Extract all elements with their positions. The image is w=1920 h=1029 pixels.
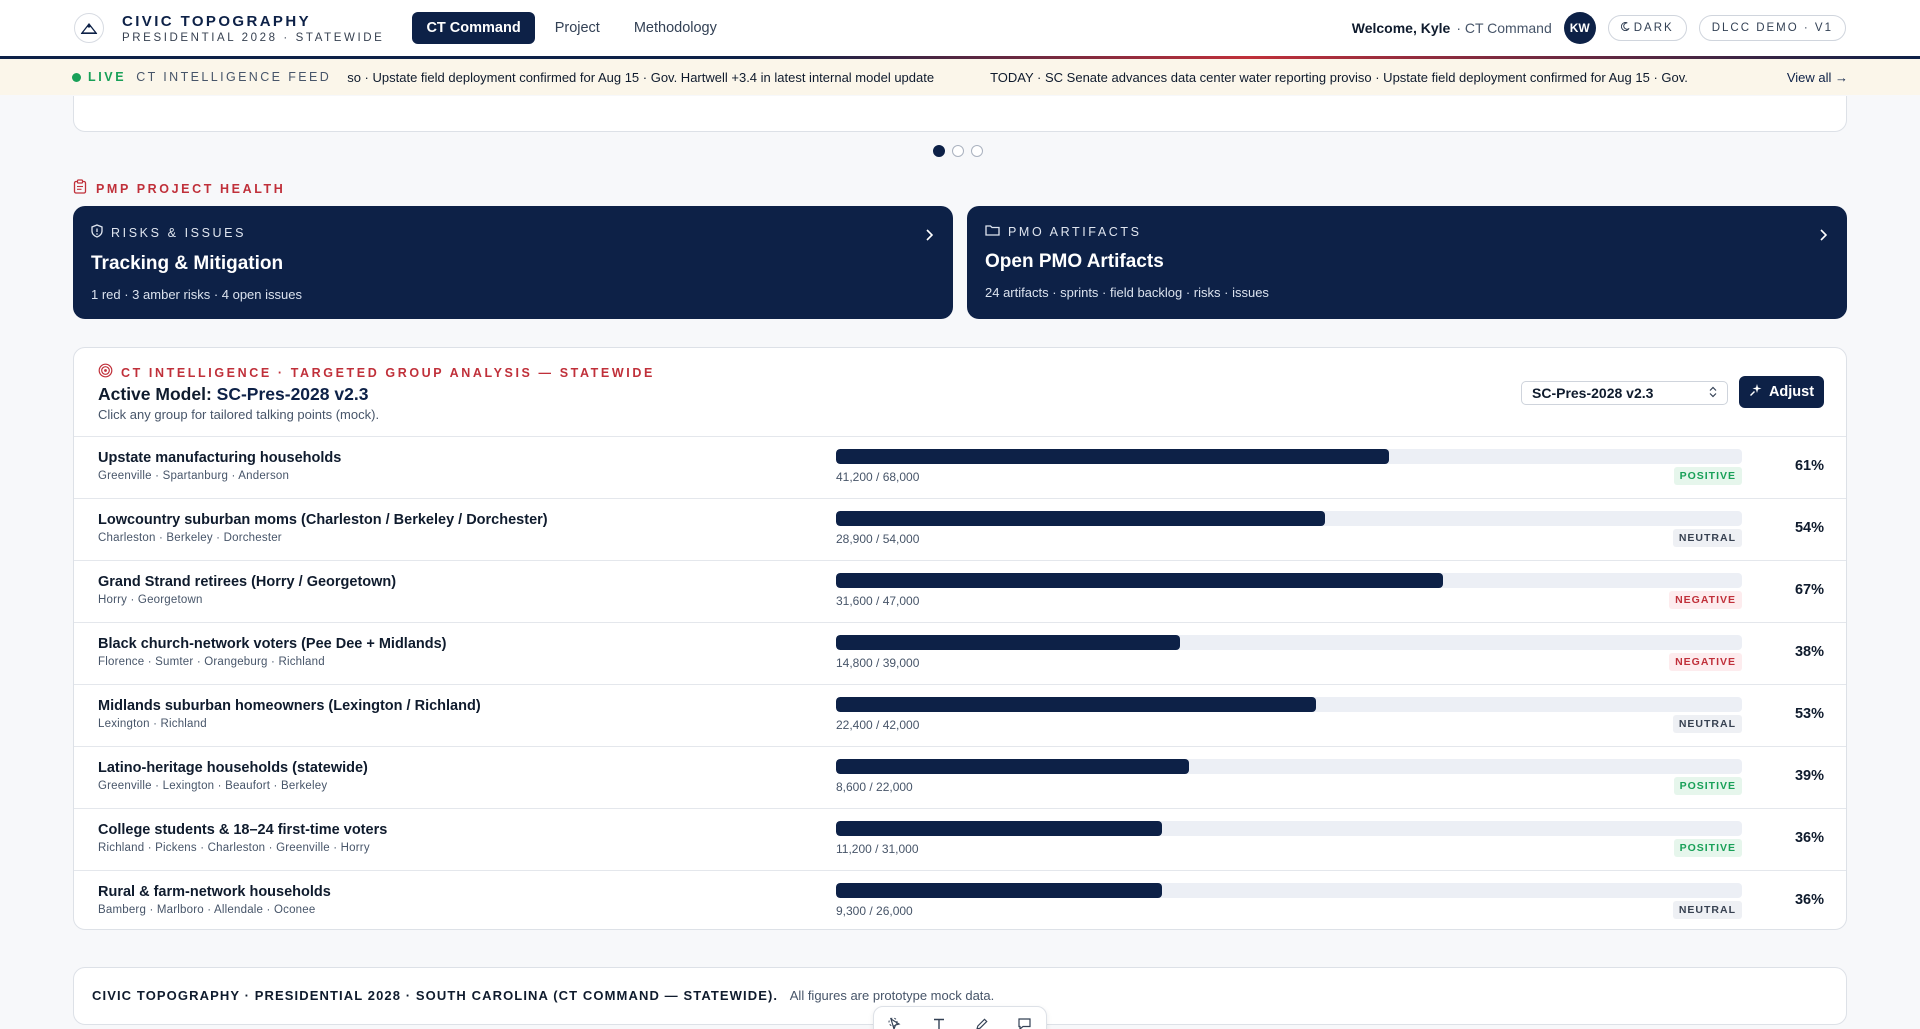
view-all-link[interactable]: View all → xyxy=(1786,69,1848,85)
footer-title: CIVIC TOPOGRAPHY · PRESIDENTIAL 2028 · SOUTH CAROLINA (CT COMMAND — STATEWIDE). xyxy=(92,988,779,1003)
progress-track xyxy=(836,883,1742,898)
group-name: Black church-network voters (Pee Dee + Midlands) xyxy=(98,636,447,652)
carousel-dot-3[interactable] xyxy=(971,145,983,157)
tab-ct-command[interactable]: CT Command xyxy=(412,12,534,44)
header-right xyxy=(1352,12,1846,44)
progress-track xyxy=(836,449,1742,464)
group-counties: Bamberg · Marlboro · Allendale · Oconee xyxy=(98,904,316,916)
group-name: Midlands suburban homeowners (Lexington / Richland) xyxy=(98,698,481,714)
group-row[interactable] xyxy=(74,436,1846,498)
footer-note: All figures are prototype mock data. xyxy=(789,988,995,1003)
group-ratio: 31,600 / 47,000 xyxy=(836,594,920,608)
group-percent: 36% xyxy=(1794,892,1824,908)
comment-icon[interactable] xyxy=(1014,1013,1036,1029)
group-counties: Lexington · Richland xyxy=(98,718,207,730)
seal-logo xyxy=(74,13,104,43)
sparkle-icon xyxy=(1749,383,1763,401)
adjust-button-label: Adjust xyxy=(1768,384,1815,400)
group-row[interactable] xyxy=(74,870,1846,932)
analysis-subtitle: Click any group for tailored talking points (mock). xyxy=(98,407,380,422)
group-row[interactable] xyxy=(74,808,1846,870)
group-ratio: 11,200 / 31,000 xyxy=(836,842,919,856)
card-title: Open PMO Artifacts xyxy=(985,251,1164,272)
group-percent: 53% xyxy=(1794,706,1824,722)
carousel-card xyxy=(73,96,1847,132)
avatar[interactable]: KW xyxy=(1564,12,1596,44)
progress-fill xyxy=(836,511,1325,526)
text-icon[interactable] xyxy=(928,1013,950,1029)
top-header xyxy=(0,0,1920,56)
pmp-section-heading xyxy=(73,179,285,199)
card-kicker xyxy=(985,224,1829,239)
main-nav xyxy=(412,12,730,44)
tab-methodology[interactable]: Methodology xyxy=(633,20,717,36)
progress-track xyxy=(836,635,1742,650)
risks-issues-card[interactable] xyxy=(73,206,953,319)
sentiment-badge: NEUTRAL xyxy=(1673,715,1742,733)
chevron-right-icon xyxy=(1819,228,1827,246)
env-badge: DLCC DEMO · V1 xyxy=(1699,15,1846,41)
sentiment-badge: POSITIVE xyxy=(1674,777,1742,795)
folder-icon xyxy=(985,224,1000,239)
group-ratio: 8,600 / 22,000 xyxy=(836,780,913,794)
analysis-kicker xyxy=(98,363,655,383)
pmo-artifacts-card[interactable] xyxy=(967,206,1847,319)
feed-item: TODAY · SC Senate advances data center water reporting proviso · Upstate field deployment confirmed for Aug 15 · Gov. xyxy=(990,69,1688,85)
progress-track xyxy=(836,697,1742,712)
group-row[interactable] xyxy=(74,684,1846,746)
brand-block xyxy=(122,13,384,44)
card-kicker-text: RISKS & ISSUES xyxy=(111,225,247,240)
card-kicker xyxy=(91,224,935,241)
moon-icon xyxy=(1621,22,1630,34)
group-name: Latino-heritage households (statewide) xyxy=(98,760,368,776)
group-percent: 67% xyxy=(1794,582,1824,598)
group-counties: Greenville · Lexington · Beaufort · Berkeley xyxy=(98,780,328,792)
group-ratio: 41,200 / 68,000 xyxy=(836,470,920,484)
group-percent: 36% xyxy=(1794,830,1824,846)
shield-icon xyxy=(91,224,103,241)
brand-title: CIVIC TOPOGRAPHY xyxy=(122,12,311,30)
feed-item: so · Upstate field deployment confirmed for Aug 15 · Gov. Hartwell +3.4 in latest internal model update xyxy=(347,69,935,85)
progress-fill xyxy=(836,635,1180,650)
sentiment-badge: NEUTRAL xyxy=(1673,901,1742,919)
group-row[interactable] xyxy=(74,498,1846,560)
pencil-icon[interactable] xyxy=(971,1013,993,1029)
group-name: College students & 18–24 first-time voters xyxy=(98,822,388,838)
clipboard-icon xyxy=(73,179,87,199)
group-ratio: 22,400 / 42,000 xyxy=(836,718,920,732)
feed-label: CT INTELLIGENCE FEED xyxy=(136,70,332,84)
group-row[interactable] xyxy=(74,746,1846,808)
group-ratio: 14,800 / 39,000 xyxy=(836,656,920,670)
group-percent: 39% xyxy=(1794,768,1824,784)
group-percent: 38% xyxy=(1794,644,1824,660)
sentiment-badge: POSITIVE xyxy=(1674,467,1742,485)
group-row[interactable] xyxy=(74,622,1846,684)
progress-fill xyxy=(836,573,1443,588)
group-name: Rural & farm-network households xyxy=(98,884,331,900)
feed-ticker xyxy=(347,70,1773,85)
analysis-kicker-text: CT INTELLIGENCE · TARGETED GROUP ANALYSIS — STATEWIDE xyxy=(121,366,655,380)
analysis-title-prefix: Active Model: xyxy=(98,384,212,404)
progress-fill xyxy=(836,449,1389,464)
live-dot-icon xyxy=(72,73,81,82)
model-select-value: SC-Pres-2028 v2.3 xyxy=(1532,385,1654,401)
theme-toggle-label: DARK xyxy=(1633,22,1674,34)
adjust-button[interactable] xyxy=(1739,376,1824,408)
group-name: Lowcountry suburban moms (Charleston / Berkeley / Dorchester) xyxy=(98,512,548,528)
analysis-model-name: SC-Pres-2028 v2.3 xyxy=(216,384,369,404)
target-icon xyxy=(98,363,113,383)
card-description: 1 red · 3 amber risks · 4 open issues xyxy=(91,287,302,302)
progress-fill xyxy=(836,697,1316,712)
welcome-role: · CT Command xyxy=(1456,20,1552,36)
progress-fill xyxy=(836,759,1189,774)
group-name: Grand Strand retirees (Horry / Georgetown) xyxy=(98,574,397,590)
card-title: Tracking & Mitigation xyxy=(91,253,284,274)
chevron-right-icon xyxy=(925,228,933,246)
group-counties: Greenville · Spartanburg · Anderson xyxy=(98,470,290,482)
chevron-up-down-icon xyxy=(1709,386,1717,400)
progress-fill xyxy=(836,883,1162,898)
progress-fill xyxy=(836,821,1162,836)
annotation-toolbar xyxy=(873,1006,1047,1029)
tab-project[interactable]: Project xyxy=(554,20,600,36)
group-percent: 54% xyxy=(1794,520,1824,536)
group-counties: Charleston · Berkeley · Dorchester xyxy=(98,532,282,544)
analysis-title xyxy=(98,384,368,405)
carousel-dots xyxy=(933,145,983,157)
carousel-dot-1[interactable] xyxy=(933,145,945,157)
sentiment-badge: NEGATIVE xyxy=(1669,653,1742,671)
card-description: 24 artifacts · sprints · field backlog · risks · issues xyxy=(985,285,1269,300)
group-list xyxy=(74,436,1846,932)
cursor-icon[interactable] xyxy=(885,1013,907,1029)
progress-track xyxy=(836,821,1742,836)
theme-toggle-button[interactable] xyxy=(1608,15,1687,41)
group-ratio: 9,300 / 26,000 xyxy=(836,904,913,918)
group-name: Upstate manufacturing households xyxy=(98,450,342,466)
sentiment-badge: NEGATIVE xyxy=(1669,591,1742,609)
sentiment-badge: POSITIVE xyxy=(1674,839,1742,857)
welcome-text: Welcome, Kyle xyxy=(1351,20,1451,36)
group-counties: Richland · Pickens · Charleston · Greenville · Horry xyxy=(98,842,370,854)
pmp-section-title: PMP PROJECT HEALTH xyxy=(96,182,286,196)
group-percent: 61% xyxy=(1794,458,1824,474)
sentiment-badge: NEUTRAL xyxy=(1673,529,1742,547)
group-counties: Horry · Georgetown xyxy=(98,594,203,606)
live-label: LIVE xyxy=(88,70,127,84)
card-kicker-text: PMO ARTIFACTS xyxy=(1008,224,1142,239)
group-row[interactable] xyxy=(74,560,1846,622)
targeted-group-analysis-card xyxy=(73,347,1847,930)
progress-track xyxy=(836,573,1742,588)
carousel-dot-2[interactable] xyxy=(952,145,964,157)
progress-track xyxy=(836,759,1742,774)
intelligence-feed-bar xyxy=(0,59,1920,95)
group-ratio: 28,900 / 54,000 xyxy=(836,532,920,546)
brand-subtitle: PRESIDENTIAL 2028 · STATEWIDE xyxy=(122,31,385,44)
model-select[interactable] xyxy=(1521,381,1728,405)
group-counties: Florence · Sumter · Orangeburg · Richland xyxy=(98,656,325,668)
progress-track xyxy=(836,511,1742,526)
